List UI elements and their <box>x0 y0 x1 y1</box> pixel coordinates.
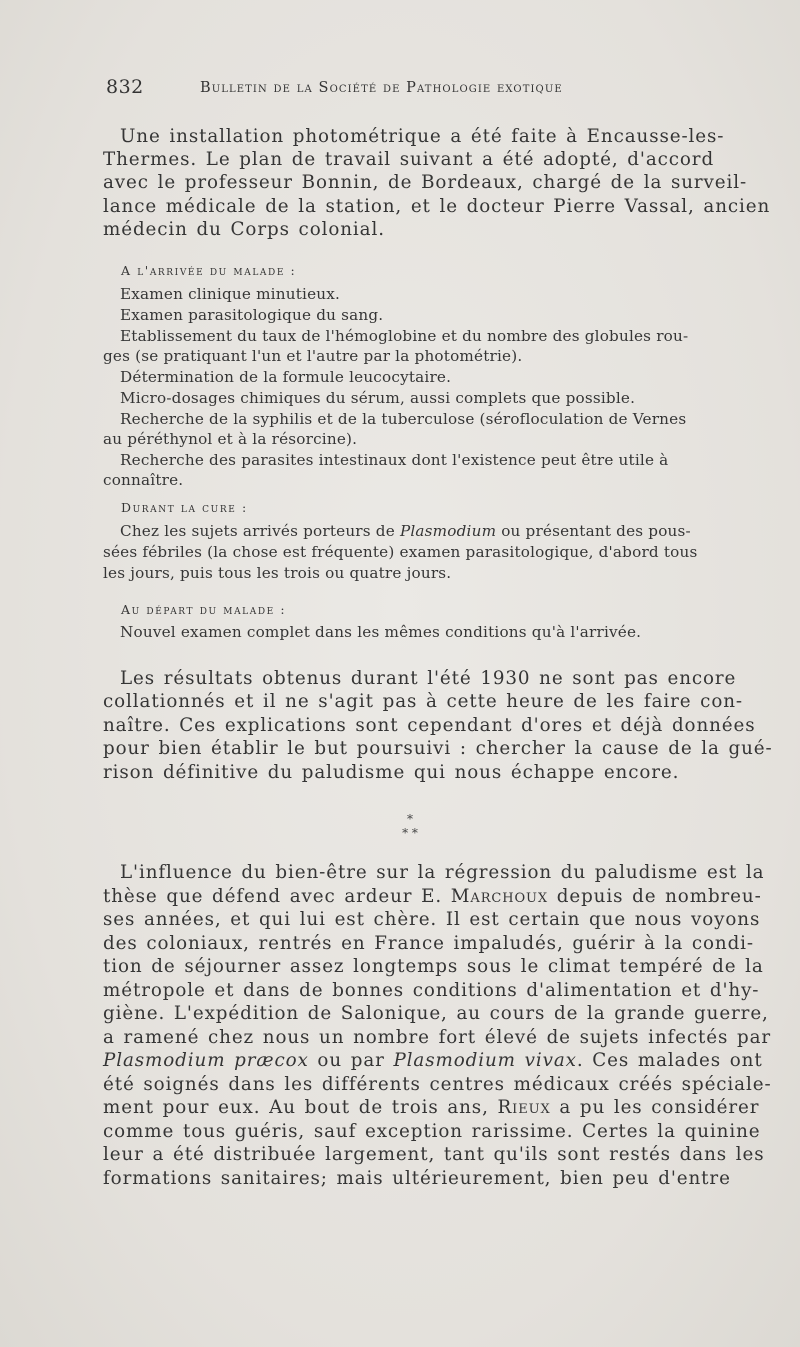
list-item: Détermination de la formule leucocytaire. <box>120 368 452 386</box>
text-line: médecin du Corps colonial. <box>103 219 385 240</box>
list-item: Examen parasitologique du sang. <box>120 306 384 324</box>
text-line: lance médicale de la station, et le docteur Pierre Vassal, ancien <box>103 196 771 217</box>
text-line: a ramené chez nous un nombre fort élevé de sujets infectés par <box>103 1027 772 1048</box>
text-line: L'influence du bien-être sur la régression du paludisme est la <box>120 862 765 883</box>
list-item: Chez les sujets arrivés porteurs de Plasmodium ou présentant des pous- <box>120 522 691 540</box>
text-line: ses années, et qui lui est chère. Il est certain que nous voyons <box>103 909 761 930</box>
text-line: été soignés dans les différents centres médicaux créés spéciale- <box>103 1074 772 1095</box>
list-item: les jours, puis tous les trois ou quatre jours. <box>103 564 452 582</box>
text-line: giène. L'expédition de Salonique, au cours de la grande guerre, <box>103 1003 769 1024</box>
list-item: Recherche des parasites intestinaux dont l'existence peut être utile à <box>120 451 669 469</box>
section-separator <box>360 812 460 840</box>
text-line: comme tous guéris, sauf exception rarissime. Certes la quinine <box>103 1121 761 1142</box>
text-line: leur a été distribuée largement, tant qu'ils sont restés dans les <box>103 1144 765 1165</box>
section-heading: Au départ du malade : <box>121 602 287 617</box>
text-line: thèse que défend avec ardeur E. Marchoux depuis de nombreu- <box>103 886 762 907</box>
section-heading: A l'arrivée du malade : <box>121 263 297 278</box>
text-line: naître. Ces explications sont cependant d'ores et déjà données <box>103 715 756 736</box>
separator-star-bottom: * * <box>402 826 418 840</box>
list-item: Etablissement du taux de l'hémoglobine et du nombre des globules rou- <box>120 327 689 345</box>
list-item: Nouvel examen complet dans les mêmes conditions qu'à l'arrivée. <box>120 623 642 641</box>
list-item: Recherche de la syphilis et de la tuberculose (sérofloculation de Vernes <box>120 410 687 428</box>
text-line: des coloniaux, rentrés en France impaludés, guérir à la condi- <box>103 933 755 954</box>
list-item: Micro-dosages chimiques du sérum, aussi complets que possible. <box>120 389 636 407</box>
list-item: sées fébriles (la chose est fréquente) examen parasitologique, d'abord tous <box>103 543 698 561</box>
list-item: connaître. <box>103 471 184 489</box>
text-line: avec le professeur Bonnin, de Bordeaux, chargé de la surveil- <box>103 172 748 193</box>
text-line: ment pour eux. Au bout de trois ans, Rieux a pu les considérer <box>103 1097 760 1118</box>
italic-term: Plasmodium <box>399 522 497 540</box>
text-line: métropole et dans de bonnes conditions d'alimentation et d'hy- <box>103 980 760 1001</box>
text-line: pour bien établir le but poursuivi : chercher la cause de la gué- <box>103 738 773 759</box>
text-line: Une installation photométrique a été faite à Encausse-les- <box>120 126 725 147</box>
list-item: au péréthynol et à la résorcine). <box>103 430 358 448</box>
text-line: Thermes. Le plan de travail suivant a été adopté, d'accord <box>103 149 715 170</box>
text-line: Plasmodium præcox ou par Plasmodium vivax. Ces malades ont <box>103 1050 763 1071</box>
section-heading: Durant la cure : <box>121 500 248 515</box>
page-number: 832 <box>106 76 144 98</box>
list-item: ges (se pratiquant l'un et l'autre par la photométrie). <box>103 347 523 365</box>
text-line: collationnés et il ne s'agit pas à cette heure de les faire con- <box>103 691 743 712</box>
text-line: formations sanitaires; mais ultérieurement, bien peu d'entre <box>103 1168 731 1189</box>
text-line: Les résultats obtenus durant l'été 1930 ne sont pas encore <box>120 668 737 689</box>
page-header <box>102 76 662 104</box>
text-line: rison définitive du paludisme qui nous échappe encore. <box>103 762 680 783</box>
text-line: tion de séjourner assez longtemps sous le climat tempéré de la <box>103 956 764 977</box>
list-item: Examen clinique minutieux. <box>120 285 341 303</box>
running-head: Bulletin de la Société de Pathologie exotique <box>200 80 563 96</box>
separator-star-top: * <box>407 812 413 826</box>
